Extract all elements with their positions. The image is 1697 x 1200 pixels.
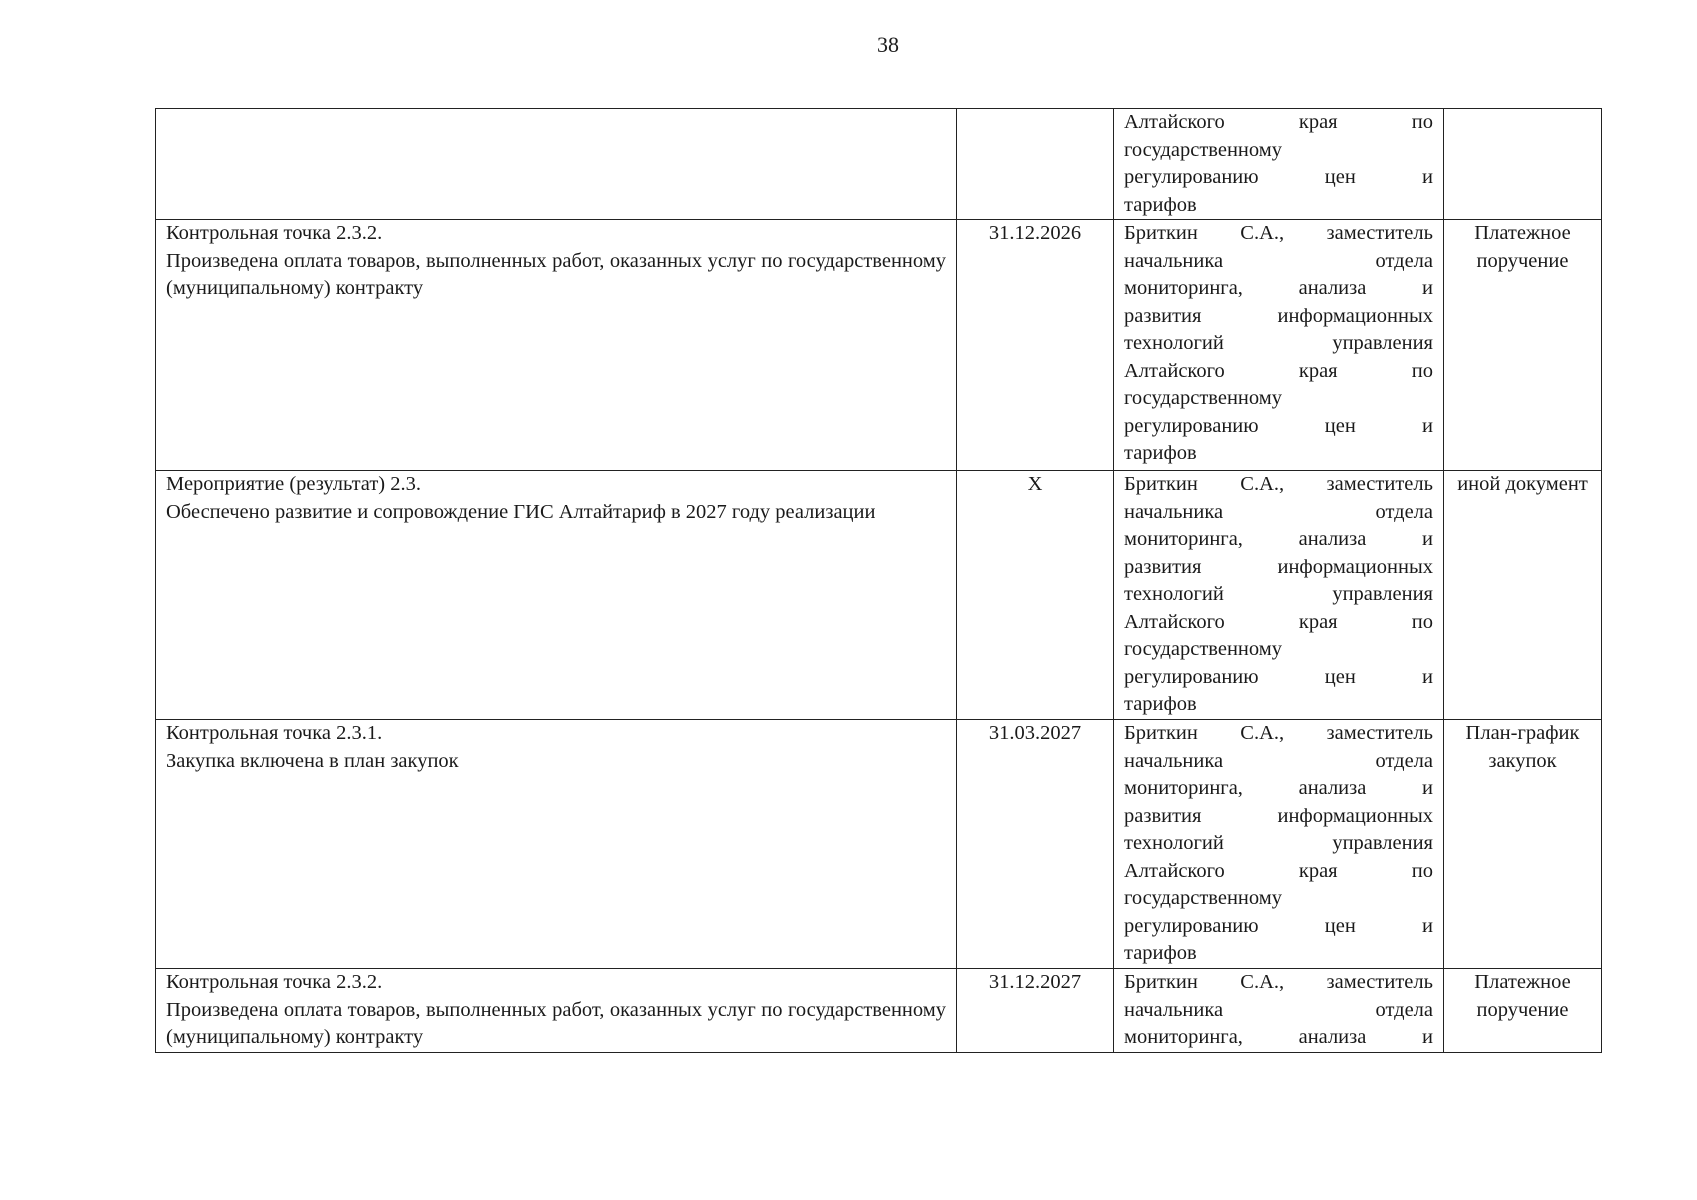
responsible-line <box>1124 913 1433 941</box>
responsible-line <box>1124 720 1433 748</box>
responsible-word: анализа <box>1298 777 1367 799</box>
responsible-line <box>1124 275 1433 303</box>
responsible-word: С.А., <box>1240 722 1285 744</box>
responsible-word: Бриткин <box>1124 971 1198 993</box>
responsible-word: заместитель <box>1326 971 1433 993</box>
responsible-word: и <box>1422 777 1433 799</box>
event-cell <box>156 109 957 220</box>
responsible-word: края <box>1298 859 1338 882</box>
responsible-word: развития <box>1124 804 1202 827</box>
responsible-word: заместитель <box>1326 473 1433 495</box>
deadline-cell: 31.03.2027 <box>957 720 1114 969</box>
responsible-word: тарифов <box>1124 942 1197 964</box>
responsible-word: и <box>1422 1026 1433 1048</box>
responsible-word: управления <box>1332 832 1433 854</box>
responsible-word: Алтайского <box>1124 359 1225 382</box>
responsible-line <box>1124 192 1433 220</box>
responsible-line <box>1124 969 1433 997</box>
responsible-word: регулированию <box>1124 414 1259 437</box>
responsible-word: государственному <box>1124 387 1282 409</box>
responsible-word: С.А., <box>1240 971 1285 993</box>
responsible-line <box>1124 858 1433 886</box>
responsible-line <box>1124 609 1433 637</box>
responsible-word: и <box>1422 166 1433 188</box>
responsible-line <box>1124 499 1433 527</box>
responsible-word: информационных <box>1277 804 1433 827</box>
responsible-cell <box>1114 220 1444 471</box>
responsible-word: цен <box>1324 914 1356 937</box>
responsible-line <box>1124 664 1433 692</box>
responsible-line <box>1124 940 1433 968</box>
responsible-word: отдела <box>1375 749 1433 772</box>
responsible-word: и <box>1422 414 1433 437</box>
responsible-line <box>1124 358 1433 386</box>
responsible-word: анализа <box>1298 528 1367 550</box>
responsible-word: мониторинга, <box>1124 777 1243 799</box>
responsible-word: информационных <box>1277 555 1433 578</box>
responsible-word: края <box>1298 359 1338 382</box>
responsible-line <box>1124 691 1433 719</box>
responsible-word: цен <box>1324 414 1356 437</box>
responsible-word: отдела <box>1375 249 1433 272</box>
responsible-word: развития <box>1124 555 1202 578</box>
responsible-word: Алтайского <box>1124 610 1225 633</box>
document-type-cell: Платежное поручение <box>1444 220 1602 471</box>
responsible-line <box>1124 137 1433 165</box>
event-description: Обеспечено развитие и сопровождение ГИС Алтайтариф в 2027 году реализации <box>166 500 876 523</box>
responsible-word: регулированию <box>1124 914 1259 937</box>
responsible-word: по <box>1411 111 1433 133</box>
deadline-cell: X <box>957 471 1114 720</box>
document-type-cell: Платежное поручение <box>1444 969 1602 1053</box>
responsible-word: государственному <box>1124 638 1282 660</box>
responsible-word: цен <box>1324 166 1356 188</box>
page-number: 38 <box>877 32 899 57</box>
responsible-word: тарифов <box>1124 193 1197 216</box>
responsible-word: Бриткин <box>1124 473 1198 495</box>
responsible-word: управления <box>1332 332 1433 354</box>
responsible-word: отдела <box>1375 500 1433 523</box>
responsible-word: С.А., <box>1240 222 1285 244</box>
event-cell <box>156 471 957 720</box>
responsible-line <box>1124 471 1433 499</box>
responsible-word: начальника <box>1124 998 1224 1021</box>
responsible-cell <box>1114 471 1444 720</box>
responsible-word: С.А., <box>1240 473 1285 495</box>
deadline-cell: 31.12.2027 <box>957 969 1114 1053</box>
event-title: Мероприятие (результат) 2.3. <box>166 473 422 495</box>
responsible-cell <box>1114 720 1444 969</box>
responsible-word: края <box>1298 610 1338 633</box>
event-title: Контрольная точка 2.3.1. <box>166 722 383 744</box>
responsible-line <box>1124 1024 1433 1052</box>
responsible-word: Бриткин <box>1124 722 1198 744</box>
responsible-word: отдела <box>1375 998 1433 1021</box>
deadline-cell <box>957 109 1114 220</box>
responsible-word: Алтайского <box>1124 859 1225 882</box>
responsible-word: по <box>1411 859 1433 882</box>
document-type-cell: План-график закупок <box>1444 720 1602 969</box>
table-row <box>156 471 1602 720</box>
event-title: Контрольная точка 2.3.2. <box>166 971 383 993</box>
responsible-word: цен <box>1324 665 1356 688</box>
plan-table <box>155 108 1602 1053</box>
responsible-word: государственному <box>1124 138 1282 161</box>
deadline-cell: 31.12.2026 <box>957 220 1114 471</box>
responsible-word: и <box>1422 277 1433 299</box>
responsible-line <box>1124 303 1433 331</box>
event-cell <box>156 969 957 1053</box>
responsible-line <box>1124 385 1433 413</box>
responsible-line <box>1124 220 1433 248</box>
responsible-word: заместитель <box>1326 722 1433 744</box>
responsible-word: технологий <box>1124 832 1224 854</box>
responsible-line <box>1124 830 1433 858</box>
responsible-word: технологий <box>1124 583 1224 605</box>
responsible-word: и <box>1422 914 1433 937</box>
responsible-word: начальника <box>1124 249 1224 272</box>
responsible-line <box>1124 526 1433 554</box>
responsible-line <box>1124 330 1433 358</box>
responsible-word: тарифов <box>1124 442 1197 464</box>
event-cell <box>156 720 957 969</box>
responsible-word: развития <box>1124 304 1202 327</box>
table-row <box>156 220 1602 471</box>
responsible-line <box>1124 109 1433 137</box>
responsible-word: анализа <box>1298 277 1367 299</box>
responsible-word: технологий <box>1124 332 1224 354</box>
responsible-line <box>1124 748 1433 776</box>
responsible-word: Бриткин <box>1124 222 1198 244</box>
responsible-word: и <box>1422 665 1433 688</box>
responsible-line <box>1124 413 1433 441</box>
responsible-word: мониторинга, <box>1124 528 1243 550</box>
table-row <box>156 109 1602 220</box>
responsible-cell <box>1114 109 1444 220</box>
event-description: Произведена оплата товаров, выполненных работ, оказанных услуг по государственному (муниципальному) контракту <box>166 249 946 299</box>
responsible-line <box>1124 164 1433 192</box>
responsible-word: и <box>1422 528 1433 550</box>
responsible-word: мониторинга, <box>1124 277 1243 299</box>
responsible-word: тарифов <box>1124 693 1197 715</box>
responsible-line <box>1124 554 1433 582</box>
event-description: Закупка включена в план закупок <box>166 749 459 772</box>
responsible-word: Алтайского <box>1124 111 1225 133</box>
event-title: Контрольная точка 2.3.2. <box>166 222 383 244</box>
responsible-word: начальника <box>1124 500 1224 523</box>
responsible-word: информационных <box>1277 304 1433 327</box>
table-row <box>156 969 1602 1053</box>
responsible-line <box>1124 248 1433 276</box>
document-type-cell: иной документ <box>1444 471 1602 720</box>
responsible-line <box>1124 803 1433 831</box>
responsible-word: анализа <box>1298 1026 1367 1048</box>
responsible-word: регулированию <box>1124 665 1259 688</box>
responsible-word: регулированию <box>1124 166 1259 188</box>
responsible-word: заместитель <box>1326 222 1433 244</box>
responsible-word: края <box>1298 111 1338 133</box>
event-cell <box>156 220 957 471</box>
responsible-word: по <box>1411 359 1433 382</box>
table-row <box>156 720 1602 969</box>
responsible-word: по <box>1411 610 1433 633</box>
document-type-cell <box>1444 109 1602 220</box>
responsible-word: управления <box>1332 583 1433 605</box>
event-description: Произведена оплата товаров, выполненных работ, оказанных услуг по государственному (муниципальному) контракту <box>166 998 946 1048</box>
responsible-line <box>1124 440 1433 468</box>
responsible-word: мониторинга, <box>1124 1026 1243 1048</box>
responsible-cell <box>1114 969 1444 1053</box>
responsible-word: начальника <box>1124 749 1224 772</box>
responsible-line <box>1124 885 1433 913</box>
responsible-line <box>1124 997 1433 1025</box>
responsible-word: государственному <box>1124 887 1282 909</box>
responsible-line <box>1124 581 1433 609</box>
responsible-line <box>1124 636 1433 664</box>
responsible-line <box>1124 775 1433 803</box>
